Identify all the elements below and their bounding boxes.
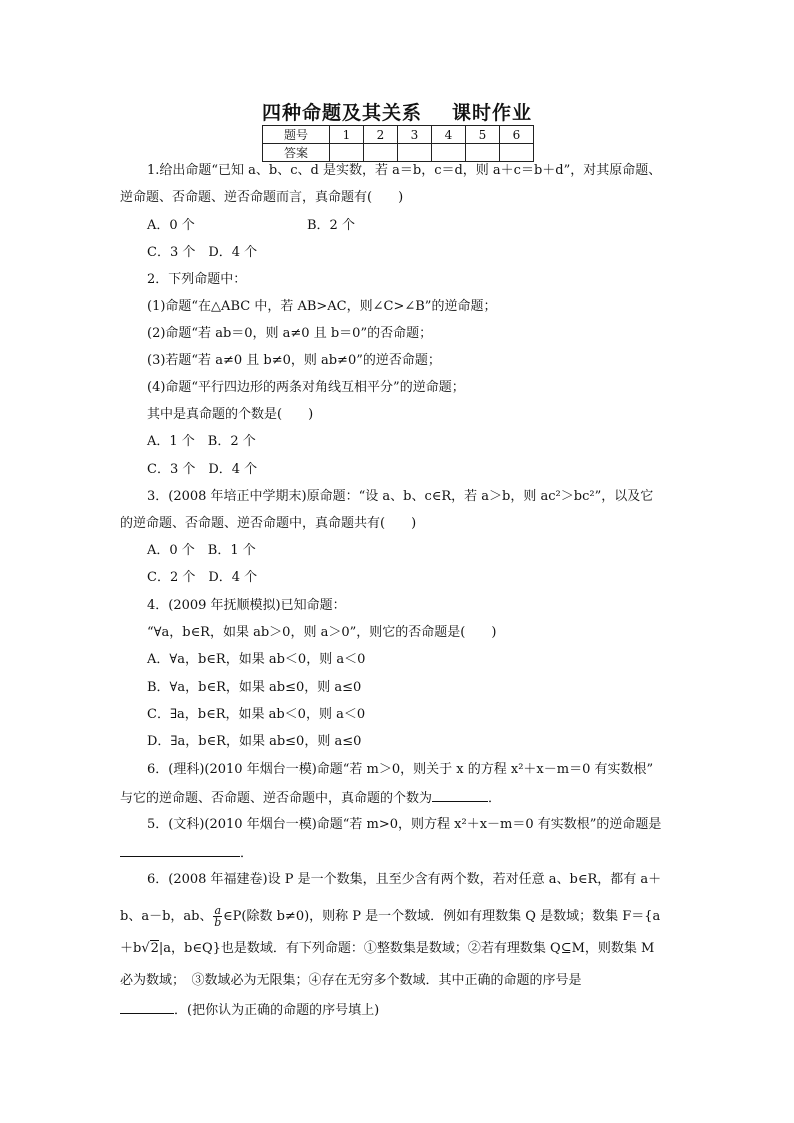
- q2-statement-3: (3)若题“若 a≠0 且 b≠0，则 ab≠0”的逆否命题；: [147, 353, 441, 368]
- q2-statement-1: (1)命题“在△ABC 中，若 AB>AC，则∠C>∠B”的逆命题；: [147, 299, 497, 314]
- answer-table-row-answers: [263, 144, 534, 162]
- q6b-line4: 必为数域； ③数域必为无限集；④存在无穷多个数域．其中正确的命题的序号是: [120, 973, 582, 988]
- fraction-a-over-b: [213, 905, 222, 928]
- q6b-line2-rest: ∈P(除数 b≠0)，则称 P 是一个数域．例如有理数集 Q 是数域；数集 F＝{a: [223, 909, 661, 924]
- title-sub: 课时作业: [452, 102, 533, 124]
- page-title: [0, 98, 794, 125]
- q6a-line2-text: 与它的逆命题、否命题、逆否命题中，真命题的个数为: [120, 791, 433, 806]
- q2-statement-4: (4)命题“平行四边形的两条对角线互相平分”的逆命题；: [147, 380, 465, 395]
- q4-option-a: A．∀a，b∈R，如果 ab＜0，则 a＜0: [147, 652, 366, 667]
- sqrt-symbol: √: [141, 941, 150, 956]
- q6a-line2: [120, 789, 501, 807]
- q6b-line2: [120, 905, 660, 928]
- q2-line1: 2．下列命题中：: [147, 272, 247, 287]
- answer-cell[interactable]: [466, 144, 500, 162]
- q6b-line3: [120, 941, 654, 957]
- q1-line1: 1.给出命题“已知 a、b、c、d 是实数，若 a＝b，c＝d，则 a＋c＝b＋d”，对其原命题、: [147, 163, 662, 178]
- q3-option-ab: A．0 个 B．1 个: [147, 543, 256, 558]
- q1-option-cd: C．3 个 D．4 个: [147, 245, 258, 260]
- q6a-line1: 6．(理科)(2010 年烟台一模)命题“若 m＞0，则关于 x 的方程 x²＋x－m＝0 有实数根”: [147, 762, 654, 777]
- q6a-answer-blank[interactable]: [432, 789, 488, 802]
- fraction-denominator: b: [214, 916, 222, 929]
- answer-table-num: 3: [398, 126, 432, 144]
- q4-line1: 4．(2009 年抚顺模拟)已知命题：: [147, 598, 346, 613]
- answer-cell[interactable]: [330, 144, 364, 162]
- q1-option-b: B．2 个: [307, 218, 355, 233]
- q2-option-cd: C．3 个 D．4 个: [147, 462, 258, 477]
- q2-statement-2: (2)命题“若 ab＝0，则 a≠0 且 b＝0”的否命题；: [147, 326, 433, 341]
- answer-table-header-number: 题号: [263, 126, 330, 144]
- q1-option-a: A．0 个: [147, 218, 195, 233]
- q4-line2: “∀a，b∈R，如果 ab＞0，则 a＞0”，则它的否命题是( ): [147, 625, 497, 640]
- answer-table-header-answer: 答案: [263, 144, 330, 162]
- answer-table-num: 6: [500, 126, 534, 144]
- q1-line2: 逆命题、否命题、逆否命题而言，真命题有( ): [120, 190, 404, 205]
- q3-line1: 3．(2008 年培正中学期末)原命题：“设 a、b、c∈R，若 a＞b，则 ac²＞bc²”，以及它: [147, 489, 654, 504]
- q6b-line3-start: ＋b: [120, 941, 142, 956]
- answer-table: [262, 125, 534, 162]
- answer-table-num: 5: [466, 126, 500, 144]
- q4-option-b: B．∀a，b∈R，如果 ab≤0，则 a≤0: [147, 680, 362, 695]
- answer-cell[interactable]: [364, 144, 398, 162]
- q5-line2: [120, 844, 253, 862]
- q6b-line5: [120, 1001, 379, 1019]
- q6b-line5-text: ．(把你认为正确的命题的序号填上): [174, 1003, 380, 1018]
- q6b-line1: 6．(2008 年福建卷)设 P 是一个数集，且至少含有两个数，若对任意 a、b∈R，都有 a＋: [147, 872, 662, 887]
- q6b-answer-blank[interactable]: [120, 1001, 174, 1014]
- answer-cell[interactable]: [398, 144, 432, 162]
- answer-cell[interactable]: [500, 144, 534, 162]
- fraction-numerator: a: [214, 904, 222, 917]
- q2-ask: 其中是真命题的个数是( ): [147, 407, 314, 422]
- q5-line2-end: ．: [240, 846, 254, 861]
- q6b-line2-start: b、a－b，ab、: [120, 909, 213, 924]
- q3-option-cd: C．2 个 D．4 个: [147, 570, 258, 585]
- answer-table-num: 1: [330, 126, 364, 144]
- q4-option-d: D．∃a，b∈R，如果 ab≤0，则 a≤0: [147, 734, 362, 749]
- answer-table-row-numbers: [263, 126, 534, 144]
- q6b-line3-rest: |a，b∈Q}也是数域．有下列命题：①整数集是数域；②若有理数集 Q⊆M，则数集 M: [158, 941, 655, 956]
- q4-option-c: C．∃a，b∈R，如果 ab＜0，则 a＜0: [147, 707, 366, 722]
- q6a-line2-end: ．: [488, 791, 502, 806]
- q2-option-ab: A．1 个 B．2 个: [147, 434, 256, 449]
- answer-table-num: 2: [364, 126, 398, 144]
- title-main: 四种命题及其关系: [261, 102, 422, 124]
- q5-line1: 5．(文科)(2010 年烟台一模)命题“若 m>0，则方程 x²＋x－m＝0 有实数根”的逆命题是: [147, 817, 662, 832]
- answer-cell[interactable]: [432, 144, 466, 162]
- answer-table-num: 4: [432, 126, 466, 144]
- q5-answer-blank[interactable]: [120, 844, 240, 857]
- q3-line2: 的逆命题、否命题、逆否命题中，真命题共有( ): [120, 516, 417, 531]
- sqrt-argument: 2: [150, 941, 159, 956]
